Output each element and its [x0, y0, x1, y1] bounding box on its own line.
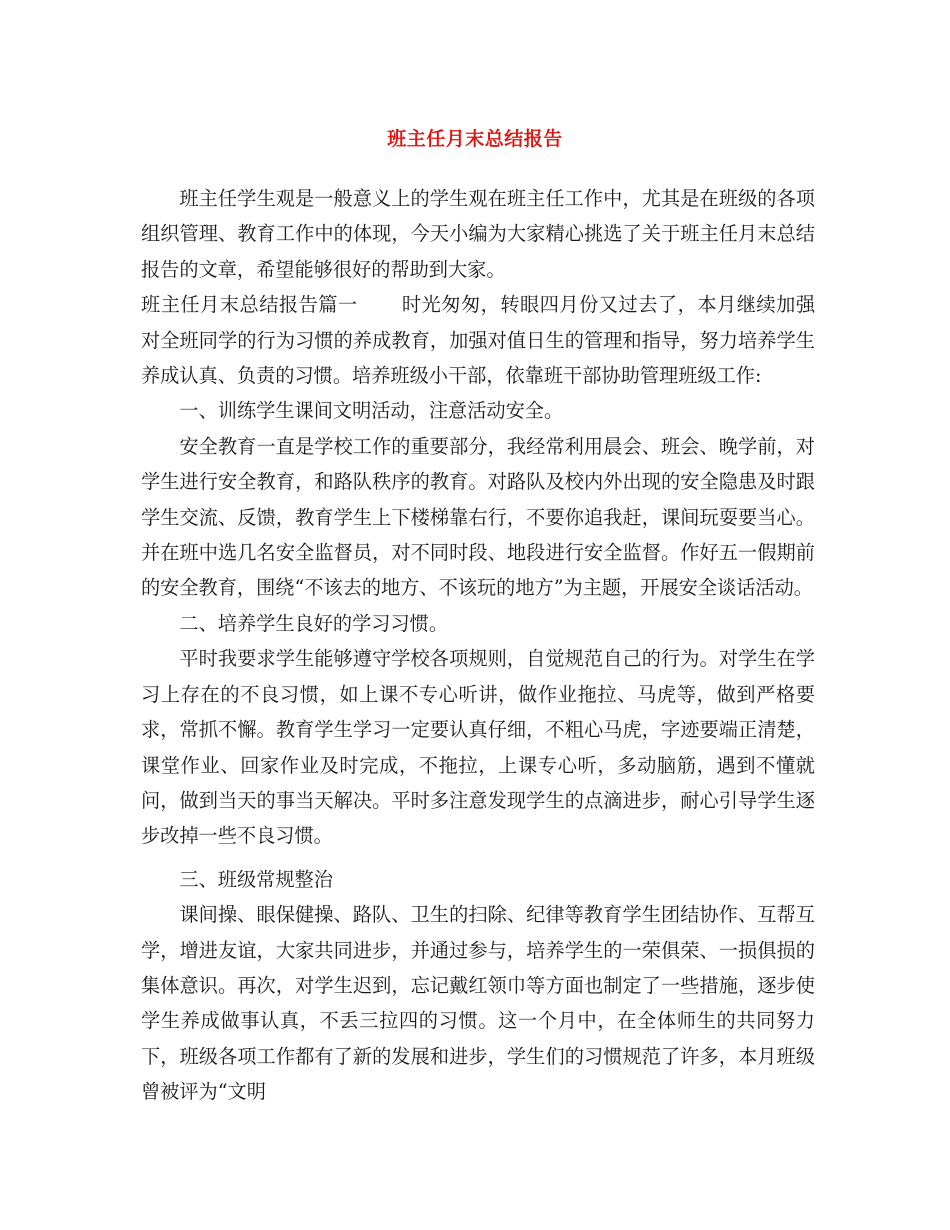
- part-opening: 时光匆匆，转眼四月份又过去了，本月继续加强对全班同学的行为习惯的养成教育，加强对值日生的管理和指导，努力培养学生养成认真、负责的习惯。培养班级小干部，依靠班干部协助管理班级工作:: [141, 293, 816, 388]
- intro-paragraph: 班主任学生观是一般意义上的学生观在班主任工作中，尤其是在班级的各项组织管理、教育工作中的体现，今天小编为大家精心挑选了关于班主任月末总结报告的文章，希望能够很好的帮助到大家。: [141, 187, 815, 281]
- part-heading: 班主任月末总结报告篇一: [141, 293, 358, 317]
- document-title: 班主任月末总结报告: [387, 128, 563, 150]
- section-3-heading: 三、班级常规整治: [179, 867, 333, 891]
- section-3-body: 课间操、眼保健操、路队、卫生的扫除、纪律等教育学生团结协作、互帮互学，增进友谊，大家共同进步，并通过参与，培养学生的一荣俱荣、一损俱损的集体意识。再次，对学生迟到，忘记戴红领巾等方面也制定了一些措施，逐步使学生养成做事认真，不丢三拉四的习惯。这一个月中，在全体师生的共同努力下，班级各项工作都有了新的发展和进步，学生们的习惯规范了许多，本月班级曾被评为“文明: [141, 903, 815, 1104]
- section-2-heading: 二、培养学生良好的学习习惯。: [179, 611, 449, 635]
- part-paragraph: [141, 287, 815, 393]
- section-1-heading: 一、训练学生课间文明活动，注意活动安全。: [179, 399, 564, 423]
- document-body: [141, 163, 815, 1110]
- section-2-body: 平时我要求学生能够遵守学校各项规则，自觉规范自己的行为。对学生在学习上存在的不良习惯，如上课不专心听讲，做作业拖拉、马虎等，做到严格要求，常抓不懈。教育学生学习一定要认真仔细，不粗心马虎，字迹要端正清楚，课堂作业、回家作业及时完成，不拖拉，上课专心听，多动脑筋，遇到不懂就问，做到当天的事当天解决。平时多注意发现学生的点滴进步，耐心引导学生逐步改掉一些不良习惯。: [141, 647, 815, 848]
- section-1-body: 安全教育一直是学校工作的重要部分，我经常利用晨会、班会、晚学前，对学生进行安全教育，和路队秩序的教育。对路队及校内外出现的安全隐患及时跟学生交流、反馈，教育学生上下楼梯靠右行，不要你追我赶，课间玩耍要当心。并在班中选几名安全监督员，对不同时段、地段进行安全监督。作好五一假期前的安全教育，围绕“不该去的地方、不该玩的地方”为主题，开展安全谈话活动。: [141, 434, 815, 600]
